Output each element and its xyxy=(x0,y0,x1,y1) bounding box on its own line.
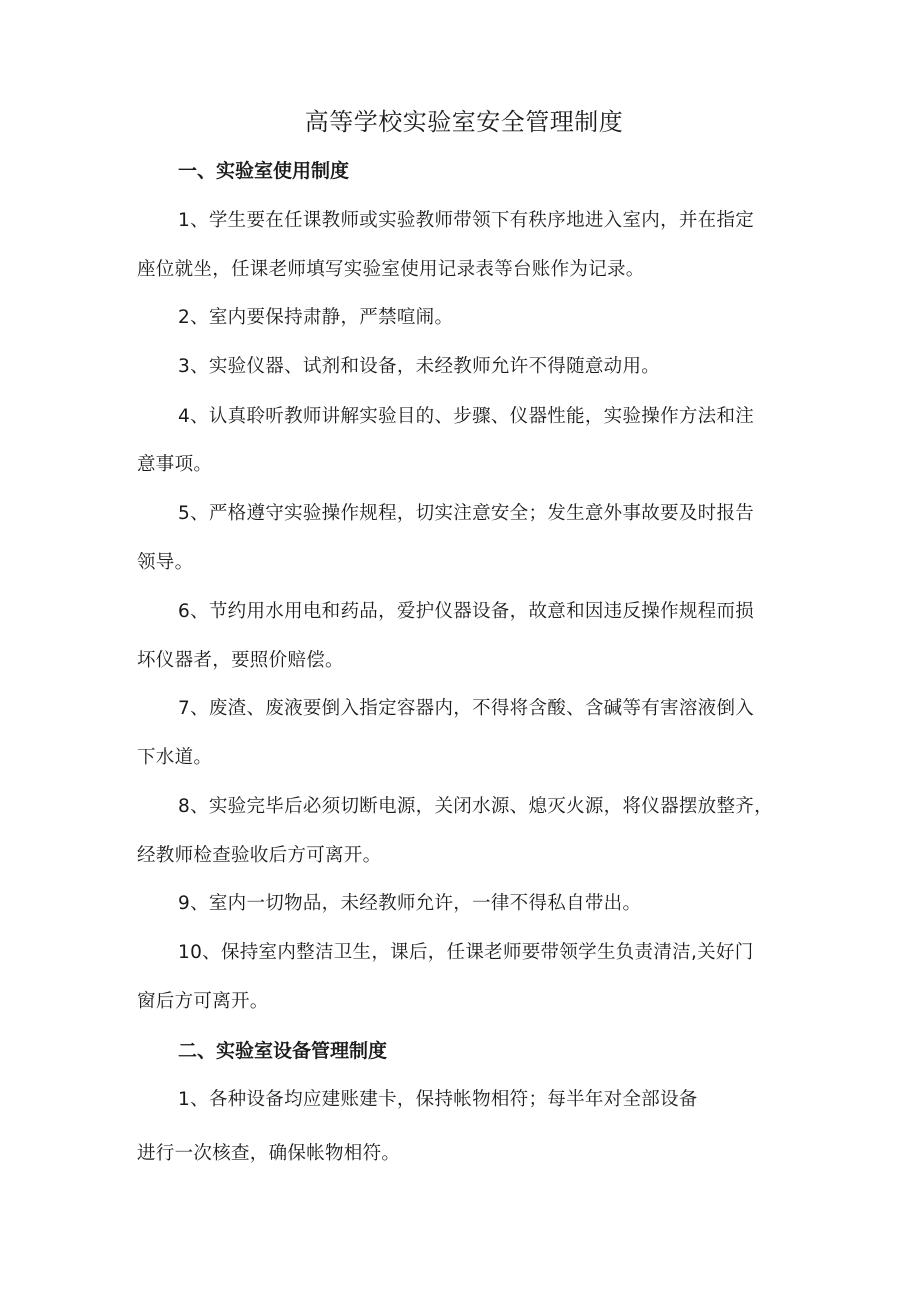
rule-4-line-1: 4、认真聆听教师讲解实验目的、步骤、仪器性能，实验操作方法和注 xyxy=(178,406,755,427)
rule-6-line-1: 6、节约用水用电和药品，爱护仪器设备，故意和因违反操作规程而损 xyxy=(178,601,755,622)
section-heading-equipment: 二、实验室设备管理制度 xyxy=(178,1040,388,1062)
rule-9-line-1: 9、室内一切物品，未经教师允许，一律不得私自带出。 xyxy=(178,893,642,914)
rule-2-line-1: 2、室内要保持肃静，严禁喧闹。 xyxy=(178,307,454,328)
rule-3-line-1: 3、实验仪器、试剂和设备，未经教师允许不得随意动用。 xyxy=(178,356,661,377)
document-title: 高等学校实验室安全管理制度 xyxy=(304,108,624,136)
equipment-rule-1-line-2: 进行一次核查，确保帐物相符。 xyxy=(137,1143,401,1164)
rule-4-line-2: 意事项。 xyxy=(137,454,213,475)
section-heading-usage: 一、实验室使用制度 xyxy=(178,160,350,182)
rule-5-line-2: 领导。 xyxy=(137,552,194,573)
rule-7-line-1: 7、废渣、废液要倒入指定容器内，不得将含酸、含碱等有害溶液倒入 xyxy=(178,698,755,719)
rule-7-line-2: 下水道。 xyxy=(137,747,213,768)
rule-5-line-1: 5、严格遵守实验操作规程，切实注意安全；发生意外事故要及时报告 xyxy=(178,503,755,524)
rule-8-line-2: 经教师检查验收后方可离开。 xyxy=(137,845,382,866)
rule-8-line-1: 8、实验完毕后必须切断电源，关闭水源、熄灭火源，将仪器摆放整齐， xyxy=(178,796,773,817)
rule-1-line-2: 座位就坐，任课老师填写实验室使用记录表等台账作为记录。 xyxy=(137,259,645,280)
rule-10-line-2: 窗后方可离开。 xyxy=(137,991,269,1012)
rule-1-line-1: 1、学生要在任课教师或实验教师带领下有秩序地进入室内，并在指定 xyxy=(178,210,755,231)
rule-10-line-1: 10、保持室内整洁卫生，课后，任课老师要带领学生负责清洁,关好门 xyxy=(178,942,754,963)
equipment-rule-1-line-1: 1、各种设备均应建账建卡，保持帐物相符；每半年对全部设备 xyxy=(178,1089,698,1110)
rule-6-line-2: 坏仪器者，要照价赔偿。 xyxy=(137,650,344,671)
